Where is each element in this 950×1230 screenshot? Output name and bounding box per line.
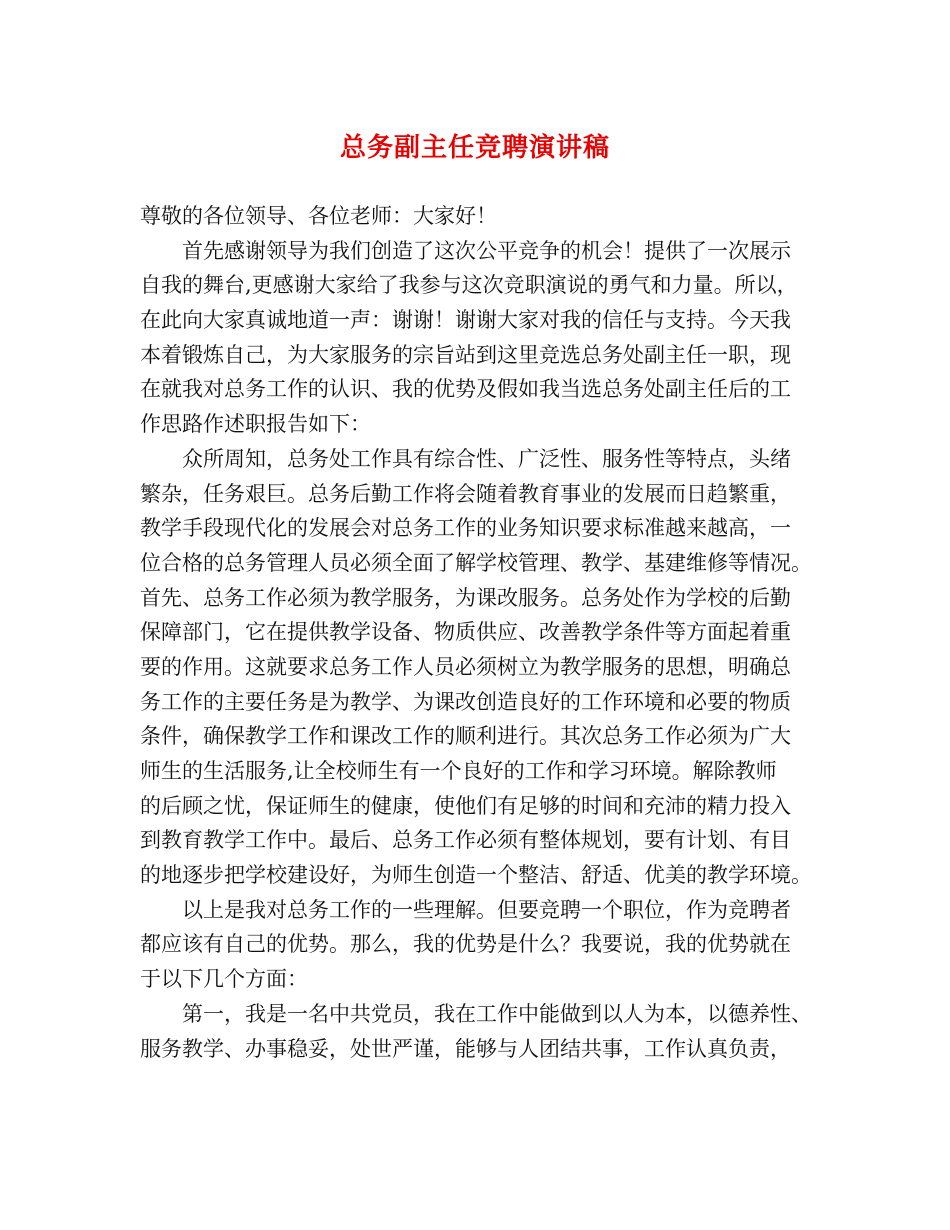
body-line: 位合格的总务管理人员必须全面了解学校管理、教学、基建维修等情况。 [140, 550, 812, 575]
document-title: 总务副主任竞聘演讲稿 [339, 133, 610, 163]
body-line: 师生的生活服务,让全校师生有一个良好的工作和学习环境。解除教师 [140, 759, 777, 783]
body-line: 首先、总务工作必须为教学服务，为课改服务。总务处作为学校的后勤 [140, 585, 791, 610]
body-line: 的后顾之忧，保证师生的健康，使他们有足够的时间和充沛的精力投入 [140, 793, 791, 818]
body-line: 服务教学、办事稳妥，处世严谨，能够与人团结共事，工作认真负责， [140, 1036, 791, 1061]
body-line: 众所周知，总务处工作具有综合性、广泛性、服务性等特点，头绪 [182, 446, 791, 471]
body-line: 都应该有自己的优势。那么，我的优势是什么？我要说，我的优势就在 [140, 932, 791, 957]
body-line: 保障部门，它在提供教学设备、物质供应、改善教学条件等方面起着重 [140, 620, 791, 645]
body-line: 务工作的主要任务是为教学、为课改创造良好的工作环境和必要的物质 [140, 689, 791, 714]
greeting-line: 尊敬的各位领导、各位老师：大家好！ [140, 204, 497, 228]
body-line: 本着锻炼自己，为大家服务的宗旨站到这里竞选总务处副主任一职，现 [140, 342, 791, 367]
body-line: 首先感谢领导为我们创造了这次公平竞争的机会！提供了一次展示 [182, 238, 791, 263]
body-line: 繁杂，任务艰巨。总务后勤工作将会随着教育事业的发展而日趋繁重， [140, 481, 791, 506]
body-line: 在就我对总务工作的认识、我的优势及假如我当选总务处副主任后的工 [140, 377, 791, 402]
body-line: 于以下几个方面： [140, 967, 308, 992]
body-line: 要的作用。这就要求总务工作人员必须树立为教学服务的思想，明确总 [140, 654, 791, 679]
body-line: 第一，我是一名中共党员，我在工作中能做到以人为本，以德养性、 [182, 1001, 812, 1026]
body-line: 的地逐步把学校建设好，为师生创造一个整洁、舒适、优美的教学环境。 [140, 863, 812, 888]
body-line: 在此向大家真诚地道一声：谢谢！谢谢大家对我的信任与支持。今天我 [140, 308, 791, 333]
body-line: 条件，确保教学工作和课改工作的顺利进行。其次总务工作必须为广大 [140, 724, 791, 749]
body-line: 自我的舞台,更感谢大家给了我参与这次竞职演说的勇气和力量。所以， [140, 273, 798, 298]
body-line: 教学手段现代化的发展会对总务工作的业务知识要求标准越来越高，一 [140, 516, 791, 541]
document-body [140, 199, 830, 1066]
body-line: 作思路作述职报告如下： [140, 412, 371, 437]
body-line: 以上是我对总务工作的一些理解。但要竞聘一个职位，作为竞聘者 [182, 897, 791, 922]
body-line: 到教育教学工作中。最后、总务工作必须有整体规划，要有计划、有目 [140, 828, 791, 853]
